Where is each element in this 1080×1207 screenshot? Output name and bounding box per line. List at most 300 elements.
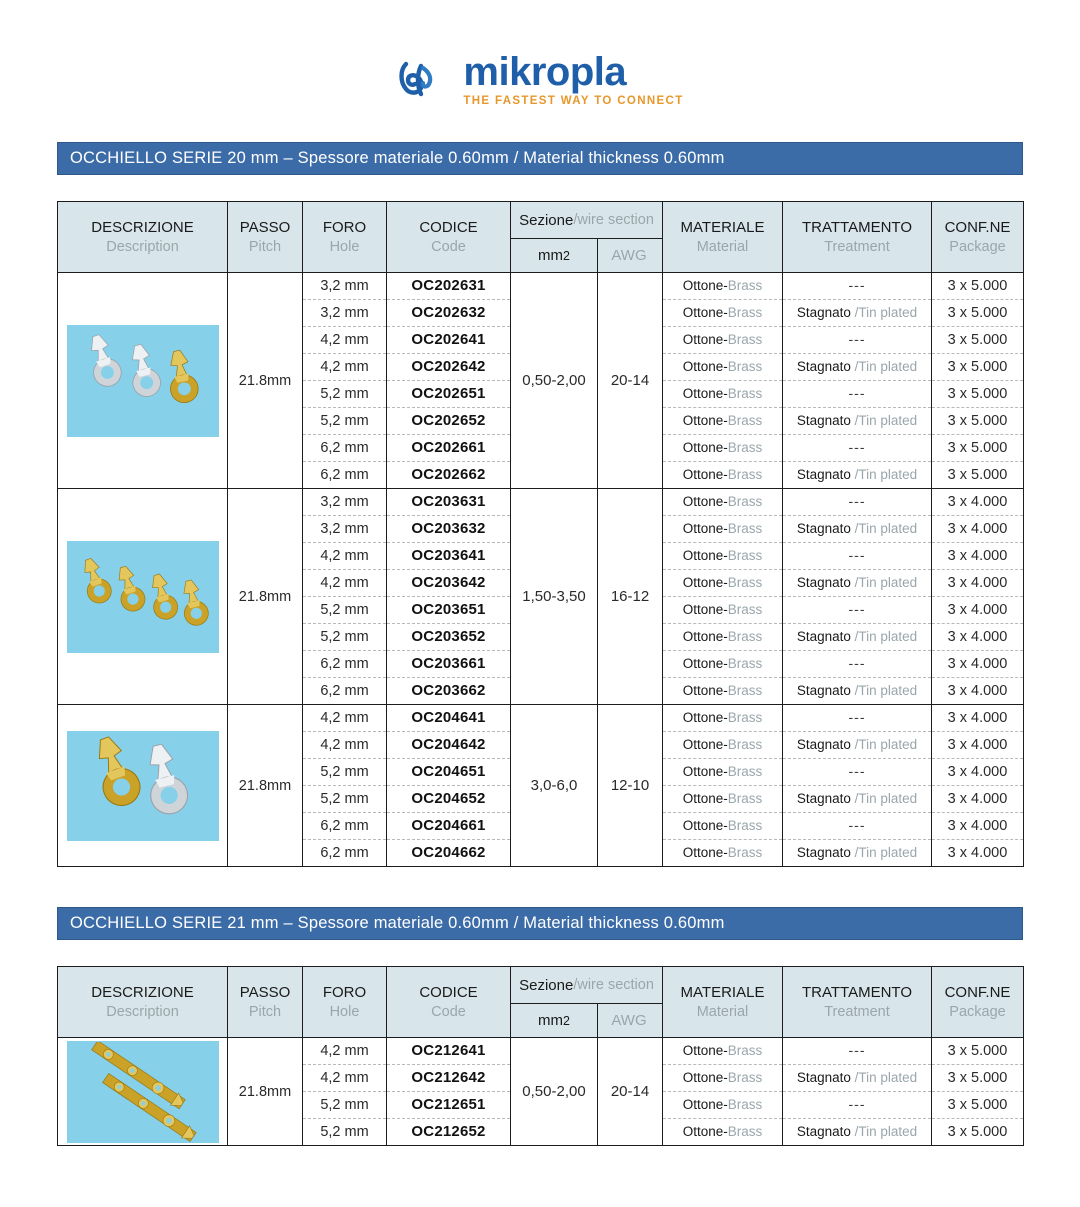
treatment-en: /Tin plated — [854, 1070, 918, 1085]
column-header-awg: AWG — [611, 247, 647, 264]
material-it: Ottone- — [682, 737, 728, 752]
material-en: Brass — [727, 467, 763, 482]
product-photo-strip-terminals-2pcs — [68, 1042, 218, 1142]
cell-code — [387, 300, 511, 327]
code-value: OC204661 — [411, 817, 486, 834]
material-en: Brass — [727, 764, 763, 779]
table-row — [58, 489, 1024, 516]
material-it: Ottone- — [682, 845, 728, 860]
hole-value: 5,2 mm — [320, 602, 369, 618]
product-photo-cell — [58, 705, 228, 867]
cell-package — [932, 759, 1024, 786]
product-photo-ring-terminals-2pcs-large — [68, 732, 218, 840]
column-header-code — [387, 202, 511, 273]
pitch-value: 21.8mm — [238, 588, 292, 605]
pitch-value: 21.8mm — [238, 1083, 292, 1100]
header-label-en: Code — [431, 1003, 466, 1020]
cell-code — [387, 759, 511, 786]
header-label-en: Hole — [329, 1003, 360, 1020]
cell-pitch — [228, 1038, 303, 1146]
cell-treatment — [783, 327, 932, 354]
cell-treatment — [783, 1065, 932, 1092]
cell-material — [663, 543, 783, 570]
treatment-none: --- — [848, 655, 866, 671]
section-header-label: Sezione /wire section — [511, 202, 662, 239]
material-en: Brass — [727, 359, 763, 374]
code-value: OC203652 — [411, 628, 486, 645]
material-it: Ottone- — [682, 467, 728, 482]
hole-value: 6,2 mm — [320, 845, 369, 861]
cell-material — [663, 624, 783, 651]
column-header-section — [511, 202, 663, 273]
material-en: Brass — [727, 440, 763, 455]
cell-code — [387, 462, 511, 489]
cell-pitch — [228, 489, 303, 705]
hole-value: 3,2 mm — [320, 278, 369, 294]
treatment-it: Stagnato — [796, 845, 855, 860]
cell-hole — [303, 759, 387, 786]
cell-material — [663, 408, 783, 435]
treatment-none: --- — [848, 1096, 866, 1112]
treatment-it: Stagnato — [796, 791, 855, 806]
material-en: Brass — [727, 683, 763, 698]
package-value: 3 x 5.000 — [947, 305, 1008, 321]
logo-wordmark: mikropla — [463, 50, 627, 94]
package-value: 3 x 4.000 — [947, 791, 1008, 807]
column-header-hole — [303, 202, 387, 273]
treatment-none: --- — [848, 547, 866, 563]
code-value: OC204642 — [411, 736, 486, 753]
treatment-it: Stagnato — [796, 629, 855, 644]
treatment-none: --- — [848, 493, 866, 509]
material-en: Brass — [727, 494, 763, 509]
section-mm2-value: 3,0-6,0 — [530, 776, 578, 794]
cell-treatment — [783, 273, 932, 300]
section-mm2-value: 0,50-2,00 — [522, 371, 586, 389]
material-en: Brass — [727, 575, 763, 590]
code-value: OC212642 — [411, 1069, 486, 1086]
package-value: 3 x 5.000 — [947, 1097, 1008, 1113]
material-en: Brass — [727, 845, 763, 860]
section-awg-value: 20-14 — [610, 1082, 650, 1100]
header-label-en: Pitch — [248, 238, 282, 255]
hole-value: 5,2 mm — [320, 1097, 369, 1113]
hole-value: 6,2 mm — [320, 818, 369, 834]
material-it: Ottone- — [682, 1124, 728, 1139]
cell-package — [932, 813, 1024, 840]
cell-package — [932, 1092, 1024, 1119]
hole-value: 3,2 mm — [320, 521, 369, 537]
hole-value: 5,2 mm — [320, 764, 369, 780]
section-banner-text: OCCHIELLO SERIE 20 mm – Spessore materiale 0.60mm / Material thickness 0.60mm — [70, 149, 725, 167]
cell-code — [387, 813, 511, 840]
cell-treatment — [783, 624, 932, 651]
hole-value: 3,2 mm — [320, 494, 369, 510]
cell-code — [387, 597, 511, 624]
cell-section-awg — [598, 705, 663, 867]
cell-treatment — [783, 678, 932, 705]
cell-pitch — [228, 705, 303, 867]
material-it: Ottone- — [682, 521, 728, 536]
package-value: 3 x 5.000 — [947, 1043, 1008, 1059]
code-value: OC203661 — [411, 655, 486, 672]
treatment-it: Stagnato — [796, 737, 855, 752]
cell-treatment — [783, 381, 932, 408]
code-value: OC204641 — [411, 709, 486, 726]
cell-hole — [303, 840, 387, 867]
cell-hole — [303, 813, 387, 840]
cell-material — [663, 570, 783, 597]
hole-value: 4,2 mm — [320, 737, 369, 753]
material-en: Brass — [727, 278, 763, 293]
material-en: Brass — [727, 413, 763, 428]
cell-hole — [303, 651, 387, 678]
cell-hole — [303, 462, 387, 489]
product-photo-ring-terminals-4pcs-brass — [68, 542, 218, 652]
cell-hole — [303, 327, 387, 354]
cell-package — [932, 624, 1024, 651]
cell-material — [663, 1119, 783, 1146]
cell-material — [663, 1065, 783, 1092]
column-header-hole — [303, 967, 387, 1038]
hole-value: 6,2 mm — [320, 440, 369, 456]
cell-code — [387, 651, 511, 678]
material-it: Ottone- — [682, 548, 728, 563]
cell-package — [932, 705, 1024, 732]
cell-treatment — [783, 786, 932, 813]
cell-material — [663, 840, 783, 867]
cell-code — [387, 435, 511, 462]
header-label-it: FORO — [322, 983, 367, 1001]
column-header-description — [58, 967, 228, 1038]
code-value: OC203632 — [411, 520, 486, 537]
material-en: Brass — [727, 737, 763, 752]
material-it: Ottone- — [682, 710, 728, 725]
code-value: OC212652 — [411, 1123, 486, 1140]
cell-material — [663, 300, 783, 327]
cell-treatment — [783, 705, 932, 732]
cell-hole — [303, 624, 387, 651]
code-value: OC204651 — [411, 763, 486, 780]
column-header-material — [663, 202, 783, 273]
header-label-it: CODICE — [419, 983, 478, 1001]
package-value: 3 x 5.000 — [947, 359, 1008, 375]
header-label-en: Code — [431, 238, 466, 255]
cell-treatment — [783, 732, 932, 759]
cell-material — [663, 705, 783, 732]
material-it: Ottone- — [682, 494, 728, 509]
package-value: 3 x 5.000 — [947, 413, 1008, 429]
code-value: OC202651 — [411, 385, 486, 402]
material-en: Brass — [727, 791, 763, 806]
hole-value: 4,2 mm — [320, 575, 369, 591]
treatment-en: /Tin plated — [854, 629, 918, 644]
header-label-en: Hole — [329, 238, 360, 255]
cell-code — [387, 543, 511, 570]
cell-code — [387, 489, 511, 516]
treatment-it: Stagnato — [796, 413, 855, 428]
treatment-en: /Tin plated — [854, 683, 918, 698]
hole-value: 5,2 mm — [320, 386, 369, 402]
cell-package — [932, 651, 1024, 678]
package-value: 3 x 5.000 — [947, 386, 1008, 402]
treatment-en: /Tin plated — [854, 845, 918, 860]
hole-value: 4,2 mm — [320, 1070, 369, 1086]
cell-treatment — [783, 435, 932, 462]
cell-code — [387, 273, 511, 300]
material-it: Ottone- — [682, 1043, 728, 1058]
treatment-it: Stagnato — [796, 305, 855, 320]
package-value: 3 x 4.000 — [947, 737, 1008, 753]
product-photo-cell — [58, 489, 228, 705]
cell-material — [663, 273, 783, 300]
cell-code — [387, 732, 511, 759]
cell-material — [663, 1038, 783, 1065]
cell-treatment — [783, 543, 932, 570]
cell-code — [387, 354, 511, 381]
section-mm2-value: 1,50-3,50 — [522, 587, 586, 605]
code-value: OC203651 — [411, 601, 486, 618]
header-label-it: TRATTAMENTO — [802, 983, 912, 1001]
column-header-treatment — [783, 202, 932, 273]
code-value: OC202662 — [411, 466, 486, 483]
cell-treatment — [783, 570, 932, 597]
material-it: Ottone- — [682, 386, 728, 401]
section-awg-value: 16-12 — [610, 587, 650, 605]
header-label-en: Material — [696, 238, 749, 255]
cell-hole — [303, 570, 387, 597]
product-table-serie-20 — [57, 201, 1024, 867]
package-value: 3 x 4.000 — [947, 548, 1008, 564]
header-label-en: Treatment — [824, 1003, 890, 1020]
hole-value: 4,2 mm — [320, 1043, 369, 1059]
cell-material — [663, 1092, 783, 1119]
hole-value: 4,2 mm — [320, 710, 369, 726]
treatment-en: /Tin plated — [854, 467, 918, 482]
code-value: OC203641 — [411, 547, 486, 564]
cell-package — [932, 1065, 1024, 1092]
cell-treatment — [783, 354, 932, 381]
cell-package — [932, 408, 1024, 435]
cell-package — [932, 597, 1024, 624]
column-header-treatment — [783, 967, 932, 1038]
cell-package — [932, 1038, 1024, 1065]
cell-code — [387, 1038, 511, 1065]
cell-package — [932, 732, 1024, 759]
treatment-none: --- — [848, 439, 866, 455]
product-photo-ring-terminals-3pcs — [68, 326, 218, 436]
logo-tagline: THE FASTEST WAY TO CONNECT — [463, 95, 684, 107]
cell-hole — [303, 543, 387, 570]
section-mm2-value: 0,50-2,00 — [522, 1082, 586, 1100]
material-it: Ottone- — [682, 629, 728, 644]
package-value: 3 x 5.000 — [947, 332, 1008, 348]
treatment-none: --- — [848, 817, 866, 833]
cell-treatment — [783, 408, 932, 435]
package-value: 3 x 5.000 — [947, 278, 1008, 294]
column-header-code — [387, 967, 511, 1038]
material-en: Brass — [727, 1070, 763, 1085]
cell-code — [387, 516, 511, 543]
cell-treatment — [783, 651, 932, 678]
hole-value: 6,2 mm — [320, 656, 369, 672]
cell-package — [932, 327, 1024, 354]
package-value: 3 x 4.000 — [947, 818, 1008, 834]
cell-material — [663, 813, 783, 840]
treatment-en: /Tin plated — [854, 737, 918, 752]
cell-package — [932, 570, 1024, 597]
package-value: 3 x 4.000 — [947, 656, 1008, 672]
brand-logo — [0, 52, 1080, 108]
material-it: Ottone- — [682, 1097, 728, 1112]
cell-pitch — [228, 273, 303, 489]
material-it: Ottone- — [682, 602, 728, 617]
cell-code — [387, 840, 511, 867]
treatment-it: Stagnato — [796, 521, 855, 536]
section-banner-text: OCCHIELLO SERIE 21 mm – Spessore materiale 0.60mm / Material thickness 0.60mm — [70, 914, 725, 932]
header-label-it: TRATTAMENTO — [802, 218, 912, 236]
header-label-en: Package — [949, 1003, 1006, 1020]
material-en: Brass — [727, 710, 763, 725]
column-header-package — [932, 202, 1024, 273]
cell-package — [932, 1119, 1024, 1146]
cell-hole — [303, 489, 387, 516]
cell-material — [663, 327, 783, 354]
material-it: Ottone- — [682, 332, 728, 347]
cell-treatment — [783, 300, 932, 327]
cell-material — [663, 354, 783, 381]
cell-section-mm2 — [511, 705, 598, 867]
column-header-awg: AWG — [611, 1012, 647, 1029]
cell-treatment — [783, 1038, 932, 1065]
hole-value: 6,2 mm — [320, 683, 369, 699]
material-en: Brass — [727, 332, 763, 347]
cell-section-awg — [598, 489, 663, 705]
code-value: OC212651 — [411, 1096, 486, 1113]
cell-code — [387, 1119, 511, 1146]
section-banner-serie-21 — [57, 907, 1023, 940]
header-label-it: MATERIALE — [680, 218, 765, 236]
table-row — [58, 705, 1024, 732]
package-value: 3 x 4.000 — [947, 629, 1008, 645]
material-en: Brass — [727, 1043, 763, 1058]
package-value: 3 x 4.000 — [947, 845, 1008, 861]
cell-hole — [303, 516, 387, 543]
code-value: OC204662 — [411, 844, 486, 861]
hole-value: 5,2 mm — [320, 413, 369, 429]
cell-treatment — [783, 813, 932, 840]
cell-hole — [303, 1065, 387, 1092]
cell-hole — [303, 273, 387, 300]
cell-code — [387, 786, 511, 813]
package-value: 3 x 4.000 — [947, 494, 1008, 510]
cell-section-awg — [598, 1038, 663, 1146]
material-en: Brass — [727, 521, 763, 536]
cell-section-awg — [598, 273, 663, 489]
hole-value: 5,2 mm — [320, 1124, 369, 1140]
treatment-none: --- — [848, 385, 866, 401]
package-value: 3 x 5.000 — [947, 440, 1008, 456]
cell-material — [663, 516, 783, 543]
column-header-pitch — [228, 202, 303, 273]
cell-material — [663, 759, 783, 786]
header-label-it: PASSO — [239, 218, 291, 236]
cell-package — [932, 678, 1024, 705]
material-en: Brass — [727, 602, 763, 617]
material-en: Brass — [727, 629, 763, 644]
header-label-en: Material — [696, 1003, 749, 1020]
treatment-en: /Tin plated — [854, 791, 918, 806]
code-value: OC212641 — [411, 1042, 486, 1059]
material-en: Brass — [727, 656, 763, 671]
package-value: 3 x 4.000 — [947, 764, 1008, 780]
material-it: Ottone- — [682, 278, 728, 293]
hole-value: 3,2 mm — [320, 305, 369, 321]
cell-material — [663, 732, 783, 759]
cell-code — [387, 624, 511, 651]
cell-hole — [303, 705, 387, 732]
cell-code — [387, 381, 511, 408]
hole-value: 5,2 mm — [320, 791, 369, 807]
treatment-it: Stagnato — [796, 1124, 855, 1139]
cell-hole — [303, 678, 387, 705]
treatment-it: Stagnato — [796, 575, 855, 590]
cell-package — [932, 543, 1024, 570]
cell-package — [932, 435, 1024, 462]
package-value: 3 x 5.000 — [947, 1070, 1008, 1086]
header-label-it: DESCRIZIONE — [91, 983, 194, 1001]
material-it: Ottone- — [682, 656, 728, 671]
treatment-none: --- — [848, 709, 866, 725]
package-value: 3 x 4.000 — [947, 602, 1008, 618]
code-value: OC203642 — [411, 574, 486, 591]
cell-hole — [303, 1038, 387, 1065]
package-value: 3 x 4.000 — [947, 683, 1008, 699]
column-header-section — [511, 967, 663, 1038]
header-label-it: CONF.NE — [944, 218, 1011, 236]
cell-section-mm2 — [511, 273, 598, 489]
header-label-en: Pitch — [248, 1003, 282, 1020]
cell-material — [663, 597, 783, 624]
mu-symbol-icon — [396, 56, 454, 104]
section-awg-value: 20-14 — [610, 371, 650, 389]
header-label-en: Package — [949, 238, 1006, 255]
material-en: Brass — [727, 818, 763, 833]
header-label-it: CODICE — [419, 218, 478, 236]
cell-package — [932, 840, 1024, 867]
code-value: OC202641 — [411, 331, 486, 348]
cell-material — [663, 786, 783, 813]
header-label-it: MATERIALE — [680, 983, 765, 1001]
product-table-serie-21 — [57, 966, 1024, 1146]
package-value: 3 x 4.000 — [947, 521, 1008, 537]
hole-value: 4,2 mm — [320, 548, 369, 564]
treatment-en: /Tin plated — [854, 359, 918, 374]
header-label-en: Description — [106, 1003, 179, 1020]
material-it: Ottone- — [682, 818, 728, 833]
cell-treatment — [783, 516, 932, 543]
code-value: OC202632 — [411, 304, 486, 321]
cell-hole — [303, 1092, 387, 1119]
treatment-en: /Tin plated — [854, 521, 918, 536]
pitch-value: 21.8mm — [238, 372, 292, 389]
hole-value: 4,2 mm — [320, 332, 369, 348]
cell-material — [663, 489, 783, 516]
treatment-it: Stagnato — [796, 467, 855, 482]
cell-material — [663, 651, 783, 678]
cell-code — [387, 678, 511, 705]
code-value: OC203631 — [411, 493, 486, 510]
